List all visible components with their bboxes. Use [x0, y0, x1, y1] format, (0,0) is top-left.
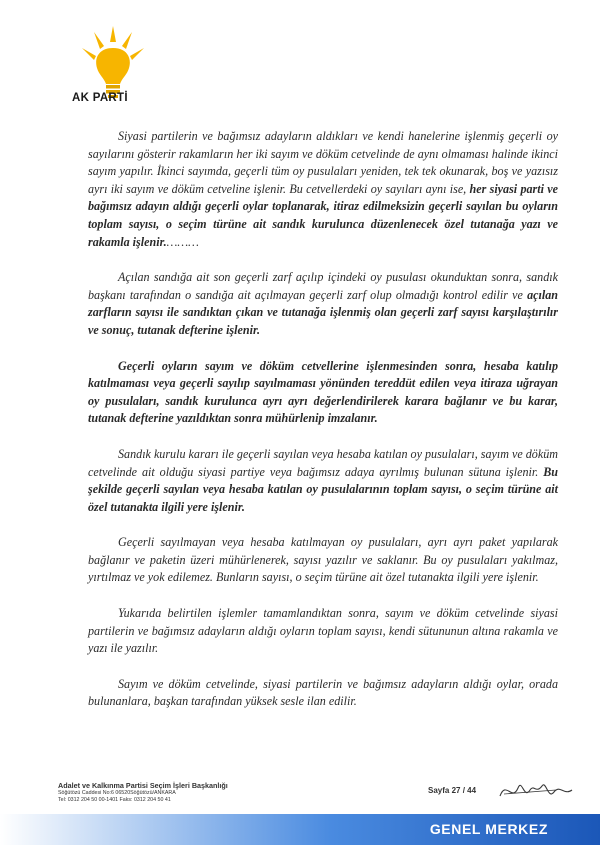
footer-org: Adalet ve Kalkınma Partisi Seçim İşleri Başkanlığı — [58, 781, 228, 790]
signature-icon — [496, 770, 576, 810]
footer-address: Söğütözü Caddesi No:6 06520Söğütözü/ANKARA — [58, 790, 176, 796]
bold-text: açılan zarfların sayısı ile sandıktan çıkan ve tutanağa işlenmiş olan geçerli zarf sayısı karşılaştırılır ve sonuç, tutanak defterine işlenir. — [88, 287, 558, 337]
bold-text: Geçerli oyların sayım ve döküm cetvellerine işlenmesinden sonra, hesaba katılıp katılmaması veya geçerli sayılıp sayılmaması yönünden tereddüt edilen veya itiraza uğrayan oy pusulaları, sandık kurulunca ayrı ayrı değerlendirilerek karara bağlanır ve bu karar, tutanak defterine yazıldıktan sonra mühürlenip imzalanır. — [88, 358, 558, 426]
paragraph — [88, 534, 558, 587]
page-number: Sayfa 27 / 44 — [428, 786, 477, 795]
paragraph — [88, 446, 558, 516]
paragraph — [88, 358, 558, 428]
text: Siyasi partilerin ve bağımsız adayların aldıkları ve kendi hanelerine işlenmiş geçerli oy sayılarını gösterir rakamların her iki sayım ve döküm cetvelinde de aynı olmaması halinde ikinci sayım yapılır. İkinci sayımda, geçerli tüm oy pusulaları yeniden, tek tek okunarak, boş ve yazısız ayrı iki sayım ve döküm cetveline işlenir. Bu cetvellerdeki oy sayıları aynı ise, — [88, 129, 558, 196]
text: ……… — [166, 234, 199, 249]
text: Geçerli sayılmayan veya hesaba katılmayan oy pusulaları, ayrı ayrı paket yapılarak bağlanır ve paketin üzeri mühürlenerek, sayısı yazılır ve saklanır. Bu oy pusulaları yakılmaz, yırtılmaz ve yok edilemez. Bunların sayısı, o seçim türüne ait özel tutanakta ilgili yere işlenir. — [88, 535, 558, 585]
bold-text: her siyasi parti ve bağımsız adayın aldığı geçerli oylar toplanarak, itiraz edilmeksizin geçerli sayılan bu oyların toplam sayısı, o seçim türüne ait sandık kurulunca düzenlenecek özel tutanağa yazı ve rakamla işlenir. — [88, 181, 558, 249]
text: Sandık kurulu kararı ile geçerli sayılan veya hesaba katılan oy pusulaları, sayım ve döküm cetvelinde ait olduğu siyasi partiye veya bağımsız adaya ayrılmış bulunan sütuna işlenir. — [88, 446, 558, 479]
paragraph — [88, 605, 558, 658]
text: Yukarıda belirtilen işlemler tamamlandıktan sonra, sayım ve döküm cetvelinde siyasi partilerin ve bağımsız adayların aldığı oyların toplam sayısı, kendi sütununun altına rakamla ve yazı ile yazılır. — [88, 606, 558, 656]
bold-text: Bu şekilde geçerli sayılan veya hesaba katılan oy pusulalarının toplam sayısı, o seçim türüne ait özel tutanakta ilgili yere işlenir. — [88, 464, 558, 514]
paragraph — [88, 676, 558, 711]
footer — [58, 781, 228, 804]
paragraph — [88, 269, 558, 339]
footer-phone: Tel: 0312 204 50 00-1401 Faks: 0312 204 50 41 — [58, 797, 171, 803]
text: Açılan sandığa ait son geçerli zarf açılıp içindeki oy pusulası okunduktan sonra, sandık başkanı tarafından o sandığa ait açılmayan geçerli zarf olup olmadığı kontrol edilir ve — [88, 270, 558, 302]
party-name: AK PARTİ — [72, 92, 128, 104]
text: Sayım ve döküm cetvelinde, siyasi partilerin ve bağımsız adayların aldığı oylar, orada bulunanlara, başkan tarafından yüksek sesle ilan edilir. — [88, 676, 558, 709]
genel-merkez-label: GENEL MERKEZ — [429, 821, 548, 837]
paragraph — [88, 128, 558, 251]
document-body — [88, 128, 558, 729]
